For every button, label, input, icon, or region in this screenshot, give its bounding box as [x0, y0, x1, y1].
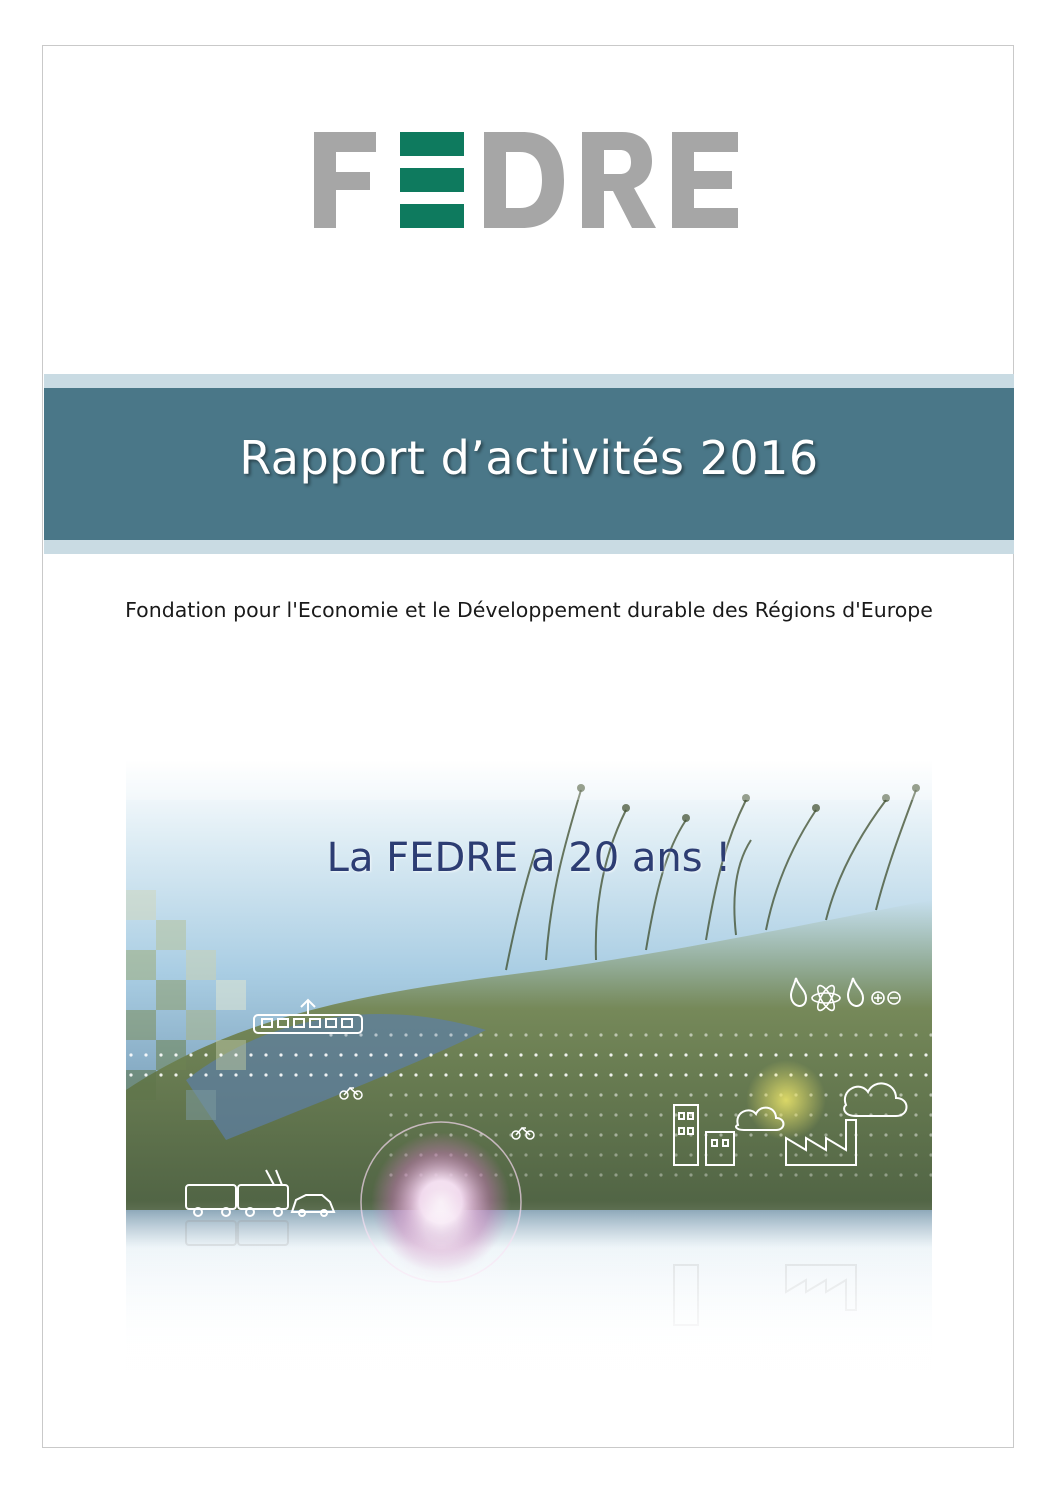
fedre-logo — [312, 130, 742, 230]
hero-yellow-flare — [746, 1060, 826, 1140]
report-title: Rapport d’activités 2016 — [239, 431, 819, 485]
anniversary-headline: La FEDRE a 20 ans ! — [326, 835, 732, 881]
logo-letter-f — [314, 132, 376, 228]
logo-letter-r — [582, 132, 656, 228]
title-band-bottom-stripe — [44, 540, 1014, 554]
logo-letter-d — [484, 132, 564, 228]
foundation-name: Fondation pour l'Economie et le Développement durable des Régions d'Europe — [125, 598, 933, 622]
logo-letter-e-stripes — [400, 132, 464, 228]
title-band-top-stripe — [44, 374, 1014, 388]
title-band — [44, 388, 1014, 540]
logo-letter-e — [672, 132, 738, 228]
